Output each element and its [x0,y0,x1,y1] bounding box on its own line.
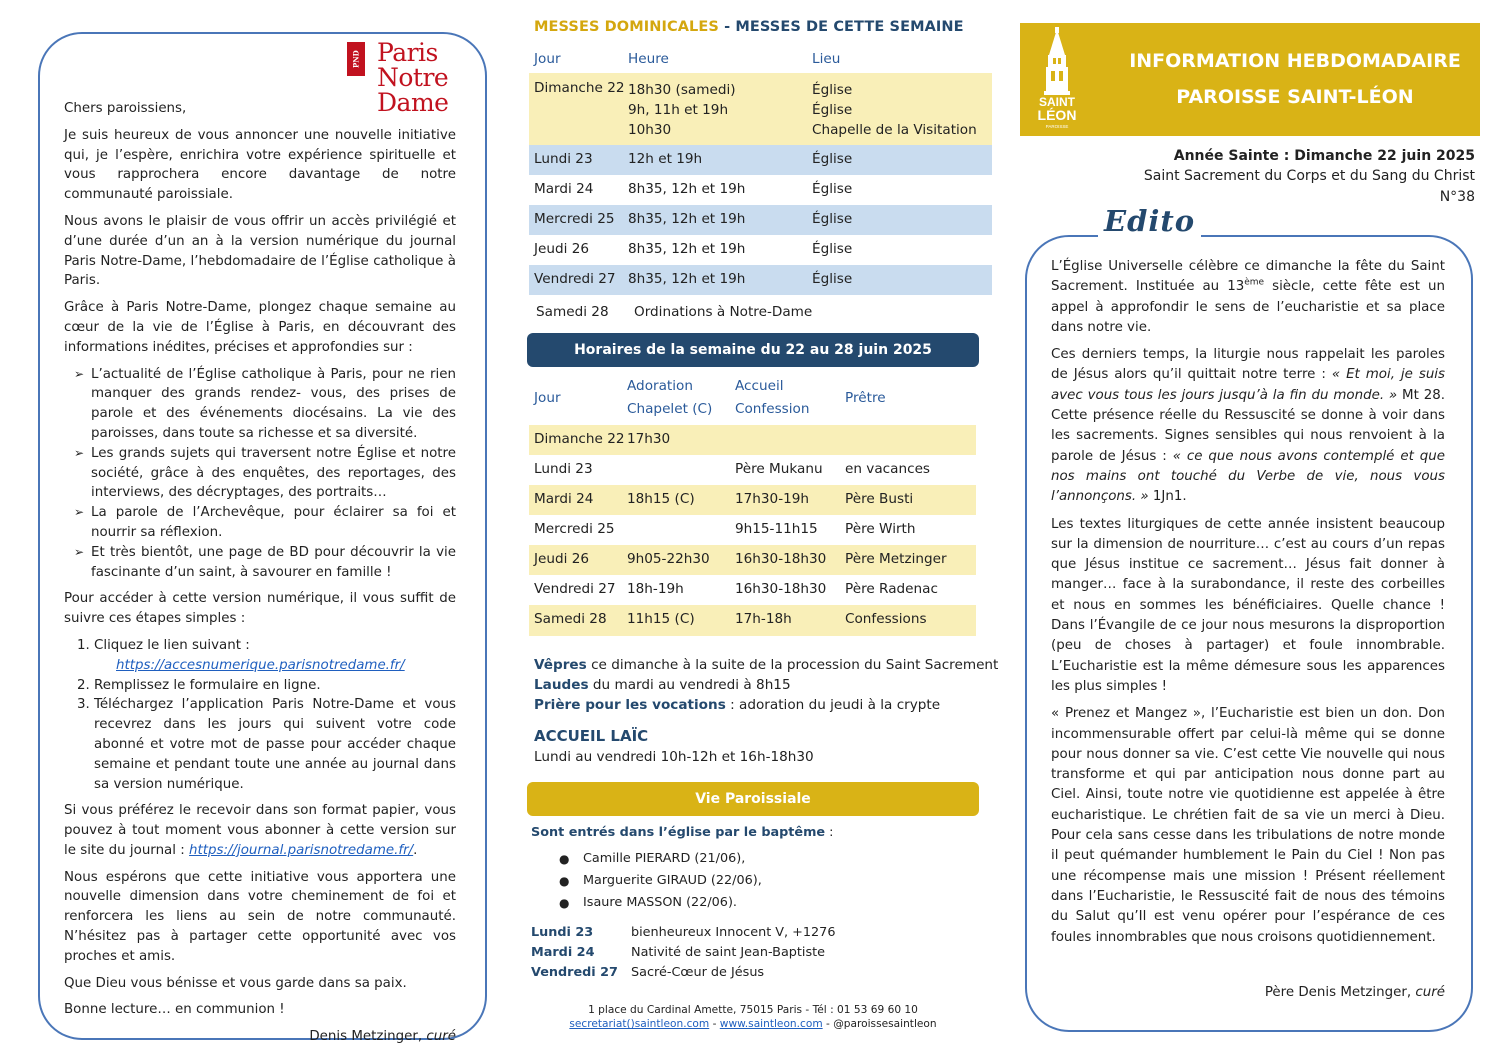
column-header: Jour [534,389,561,406]
arrow-bullet-icon: ➢ [74,445,85,460]
vepres-note: Vêpres ce dimanche à la suite de la procession du Saint Sacrement [534,657,999,673]
edito-signature: Père Denis Metzinger, curé [1264,985,1445,1000]
list-item: 1. Cliquez le lien suivant : https://accesnumerique.parisnotredame.fr/ [94,636,456,676]
column-header: Prêtre [845,389,886,406]
arrow-bullet-icon: ➢ [74,366,85,381]
table-row: Mardi 24 18h15 (C) 17h30-19h Père Busti [529,485,976,515]
table-row: Vendredi 27 18h-19h 16h30-18h30 Père Radenac [534,581,938,597]
accueil-hours: Lundi au vendredi 10h-12h et 16h-18h30 [534,749,814,765]
table-row: Mercredi 25 9h15-11h15 Père Wirth [534,521,916,537]
arrow-bullet-icon: ➢ [74,505,85,520]
table-row: Lundi 23 12h et 19h Église [529,145,992,175]
edito-heading: Edito [1098,204,1201,238]
letter-paragraph: Bonne lecture… en communion ! [64,1002,285,1018]
column-header: Accueil Confession [735,377,810,417]
list-item: ➢ La parole de l’Archevêque, pour éclairer sa foi et nourrir sa réflexion. [74,505,456,540]
letter-paragraph: Grâce à Paris Notre-Dame, plongez chaque semaine au cœur de la vie de l’Église à Paris, en découvrant des informations inédites, précises et approfondies sur : [64,300,456,355]
letter-greeting: Chers paroissiens, [64,101,187,116]
table-row: Dimanche 22 18h30 (samedi) 9h, 11h et 19h 10h30 Église Église Chapelle de la Visitation [529,73,992,145]
steps-list [64,636,456,794]
letter-paragraph: Si vous préférez le recevoir dans son format papier, vous pouvez à tout moment vous abonner à cette version sur le site du journal : https://journal.parisnotredame.fr/. [64,803,456,858]
pnd-logo-stamp: PND [347,42,365,76]
feast-name: Saint Sacrement du Corps et du Sang du Christ [1143,168,1475,184]
header-subtitle: PAROISSE SAINT-LÉON [1176,86,1414,108]
letter-paragraph: Nous espérons que cette initiative vous apportera une nouvelle dimension dans votre cheminement de foi et renforcera les liens au sein de notre communauté. N’hésitez pas à partager cette opportunité avec vos proches et amis. [64,869,456,964]
header-title: INFORMATION HEBDOMADAIRE [1129,50,1461,72]
numeric-access-link[interactable]: https://accesnumerique.parisnotredame.fr/ [116,657,405,673]
arrow-bullet-icon: ➢ [74,544,85,559]
letter-paragraph: Que Dieu vous bénisse et vous garde dans sa paix. [64,975,407,991]
baptism-heading: Sont entrés dans l’église par le baptême : [531,825,834,840]
issue-date: Année Sainte : Dimanche 22 juin 2025 [1173,148,1475,164]
vocations-note: Prière pour les vocations : adoration du jeudi à la crypte [534,697,941,713]
letter-paragraph: Je suis heureux de vous annoncer une nouvelle initiative qui, je l’espère, enrichira votre expérience spirituelle et vous rapprochera encore davantage de notre communauté paroissiale. [64,127,456,203]
table-row: Samedi 28 11h15 (C) 17h-18h Confessions [529,605,976,636]
footer-address: 1 place du Cardinal Amette, 75015 Paris - Tél : 01 53 69 60 10 [588,1004,918,1016]
logo-text-paroisse: PAROISSE [1045,124,1069,129]
pnd-logo-line-3: Dame [377,88,449,117]
logo-text-leon: LÉON [1037,107,1077,123]
edito-paragraph: « Prenez et Mangez », l’Eucharistie est bien un don. Don incommensurable offert par celui-là même qui se donne pour nous donner sa vie. C’est cette Vie nouvelle qui nous transforme et qui par anticipation nous donne part au Ciel. Ainsi, toute notre vie quotidienne est appelée à être eucharistique. Le chrétien fait de sa vie un merci à Dieu. Pour cela sans cesse dans les tribulations de notre monde il peut quémander humblement le Pain du Ciel ! Non pas une récompense mais une mission ! Présent réellement dans l’Eucharistie, le Ressuscité fait de nous des témoins du Salut qu’Il est venu opérer pour l’espérance de ces foules innombrables que nous croisons quotidiennement. [1051,706,1445,945]
saint-leon-logo [1029,27,1085,131]
table-row: Vendredi 27 8h35, 12h et 19h Église [529,265,992,295]
edito-paragraph: Ces derniers temps, la liturgie nous rappelait les paroles de Jésus alors qu’il quittait notre terre : « Et moi, je suis avec vous tous les jours jusqu’à la fin du monde. » Mt 28. Cette présence réelle du Ressuscité se donne à voir dans les sacrements. Signes sensibles qui nous renvoient à la parole de Jésus : « ce que nous avons contemplé et que nos mains ont touché du Verbe de vie, nous vous l’annonçons. » 1Jn1. [1051,347,1446,505]
list-item: ● Camille PIERARD (21/06), [583,848,762,870]
list-item: ● Marguerite GIRAUD (22/06), [583,870,762,892]
social-handle: @paroissesaintleon [833,1018,937,1030]
table-row: Jeudi 26 9h05-22h30 16h30-18h30 Père Metzinger [529,545,976,575]
church-tower-icon [1029,27,1085,131]
bullet-icon: ● [559,874,570,888]
accueil-title: ACCUEIL LAÏC [534,727,649,745]
list-item: ➢ Et très bientôt, une page de BD pour découvrir la vie fascinante d’un saint, à savourer en famille ! [74,544,456,580]
list-item: ● Isaure MASSON (22/06). [583,892,762,914]
letter-paragraph: Nous avons le plaisir de vous offrir un accès privilégié et d’une durée d’un an à la version numérique du journal Paris Notre-Dame, l’hebdomadaire de l’Église catholique à Paris. [64,213,456,289]
email-link[interactable]: secretariat()saintleon.com [569,1018,710,1030]
list-item: Mardi 24 Nativité de saint Jean-Baptiste [531,945,826,960]
column-header: Adoration Chapelet (C) [627,377,713,417]
list-item: Vendredi 27 Sacré-Cœur de Jésus [531,965,765,980]
edito-paragraph: L’Église Universelle célèbre ce dimanche la fête du Saint Sacrement. Instituée au 13ème siècle, cette fête est un appel à approfondir le sens de l’eucharistie et sa place dans notre vie. [1051,259,1445,335]
baptism-list [559,848,762,914]
vie-paroissiale-banner: Vie Paroissiale [527,782,979,816]
list-item: ➢ Les grands sujets qui traversent notre Église et notre société, grâce à des enquêtes, des reportages, des interviews, des décryptages, des portraits… [74,445,456,501]
masses-title: MESSES DOMINICALES - MESSES DE CETTE SEMAINE [534,19,964,35]
column-header: Heure [628,50,669,67]
footer-links: secretariat()saintleon.com - www.saintleon.com - @paroissesaintleon [569,1018,937,1030]
table-row: Lundi 23 Père Mukanu en vacances [534,461,931,477]
horaires-banner: Horaires de la semaine du 22 au 28 juin 2025 [527,333,979,367]
pnd-logo-line-1: Paris [377,38,438,67]
pnd-logo-line-2: Notre [377,63,449,92]
table-row: Jeudi 26 8h35, 12h et 19h Église [534,241,853,257]
table-row: Mercredi 25 8h35, 12h et 19h Église [529,205,992,235]
bullet-icon: ● [559,896,570,910]
website-link[interactable]: www.saintleon.com [719,1018,823,1030]
letter-paragraph: Pour accéder à cette version numérique, il vous suffit de suivre ces étapes simples : [64,591,456,627]
list-item: 3. Téléchargez l’application Paris Notre-Dame et vous recevrez dans les jours qui suivent votre code abonné et votre mot de passe pour accéder chaque semaine et pendant toute une année au journal dans sa version numérique. [94,695,456,794]
table-row: Dimanche 22 17h30 [529,425,976,455]
horaires-table [529,370,976,636]
table-header-row [529,44,992,73]
logo-text-saint: SAINT [1039,95,1075,109]
table-row: Samedi 28 Ordinations à Notre-Dame [536,304,813,320]
table-header-row [529,370,976,425]
column-header: Jour [534,50,561,67]
journal-link[interactable]: https://journal.parisnotredame.fr/ [189,842,414,858]
issue-number: N°38 [1439,189,1475,205]
edito-paragraph: Les textes liturgiques de cette année insistent beaucoup sur la dimension de nourriture… c’est au cours d’un repas que Jésus institue ce sacrement… Jésus fait donner à manger… face à la surabondance, il reste des corbeilles et nous en sommes les bénéficiaires. Quelle chance ! Dans l’Évangile de ce jour nous mesurons la disproportion (peu de choses à partager) et foule innombrable. L’Eucharistie est la même démesure sous les apparences les plus simples ! [1051,516,1445,694]
header-banner [1020,23,1480,136]
list-item: Lundi 23 bienheureux Innocent V, +1276 [531,925,836,940]
edito-body [1051,257,1445,955]
laudes-note: Laudes du mardi au vendredi à 8h15 [534,677,791,693]
list-item: 2. Remplissez le formulaire en ligne. [94,676,456,696]
letter-signature: Denis Metzinger, curé [309,1029,456,1045]
list-item: ➢ L’actualité de l’Église catholique à Paris, pour ne rien manquer des grands rendez- vous, des prises de parole et des événements diocésains. La vie des paroisses, dans toute sa richesse et sa diversité. [74,366,456,441]
bullet-icon: ● [559,852,570,866]
column-header: Lieu [812,50,841,67]
feast-days-list [531,923,835,983]
letter-bullet-list [64,365,456,583]
table-row: Mardi 24 8h35, 12h et 19h Église [534,181,853,197]
masses-table [529,44,992,329]
letter-body [64,99,456,1054]
